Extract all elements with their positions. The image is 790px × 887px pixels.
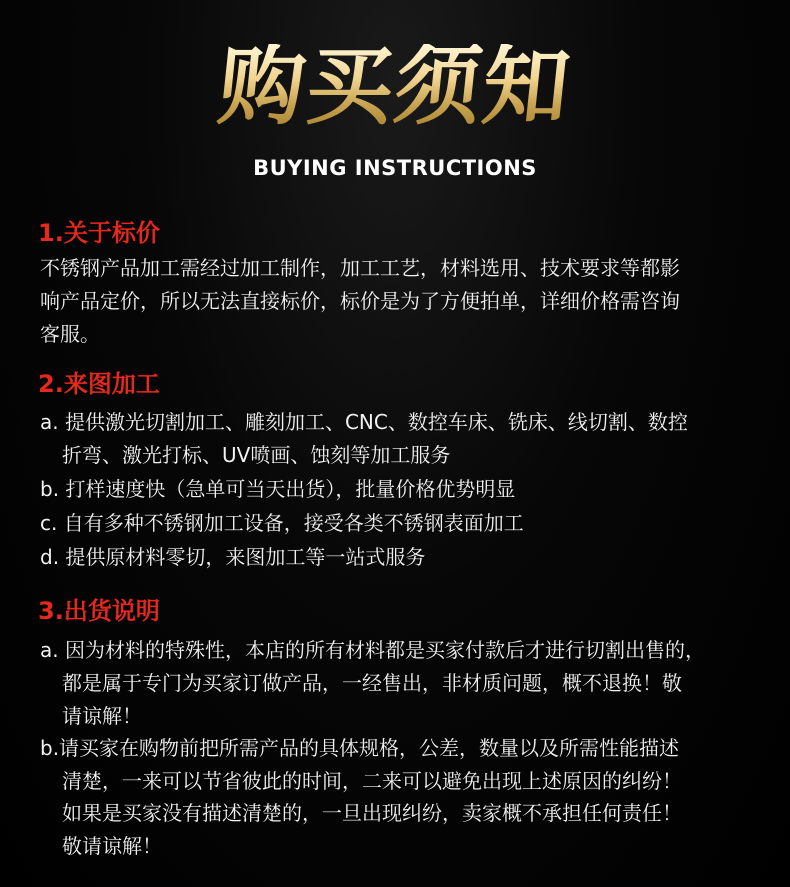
- section-line: 敬请谅解！: [62, 834, 162, 858]
- section-heading-pricing: 1.关于标价: [38, 219, 160, 247]
- section-line: c. 自有多种不锈钢加工设备，接受各类不锈钢表面加工: [40, 511, 524, 535]
- section-line: 请谅解！: [62, 704, 142, 728]
- section-heading-custom-processing: 2.来图加工: [38, 370, 160, 398]
- section-line: 不锈钢产品加工需经过加工制作，加工工艺，材料选用、技术要求等都影: [40, 256, 680, 280]
- section-line: a. 因为材料的特殊性，本店的所有材料都是买家付款后才进行切割出售的，: [40, 638, 705, 662]
- section-line: 都是属于专门为买家订做产品，一经售出，非材质问题，概不退换！敬: [62, 671, 682, 695]
- section-heading-shipping: 3.出货说明: [38, 597, 160, 625]
- section-line: a. 提供激光切割加工、雕刻加工、CNC、数控车床、铣床、线切割、数控: [40, 410, 688, 434]
- section-line: b.请买家在购物前把所需产品的具体规格，公差，数量以及所需性能描述: [40, 736, 680, 760]
- section-line: d. 提供原材料零切，来图加工等一站式服务: [40, 545, 426, 569]
- section-line: 折弯、激光打标、UV喷画、蚀刻等加工服务: [62, 443, 451, 467]
- page-title: 购买须知: [0, 44, 790, 130]
- page-subtitle: BUYING INSTRUCTIONS: [253, 156, 537, 180]
- section-line: 响产品定价，所以无法直接标价，标价是为了方便拍单，详细价格需咨询: [40, 289, 680, 313]
- section-line: b. 打样速度快（急单可当天出货），批量价格优势明显: [40, 477, 516, 501]
- section-line: 清楚，一来可以节省彼此的时间，二来可以避免出现上述原因的纠纷！: [62, 769, 682, 793]
- section-line: 客服。: [40, 322, 100, 346]
- section-line: 如果是买家没有描述清楚的，一旦出现纠纷，卖家概不承担任何责任！: [62, 801, 682, 825]
